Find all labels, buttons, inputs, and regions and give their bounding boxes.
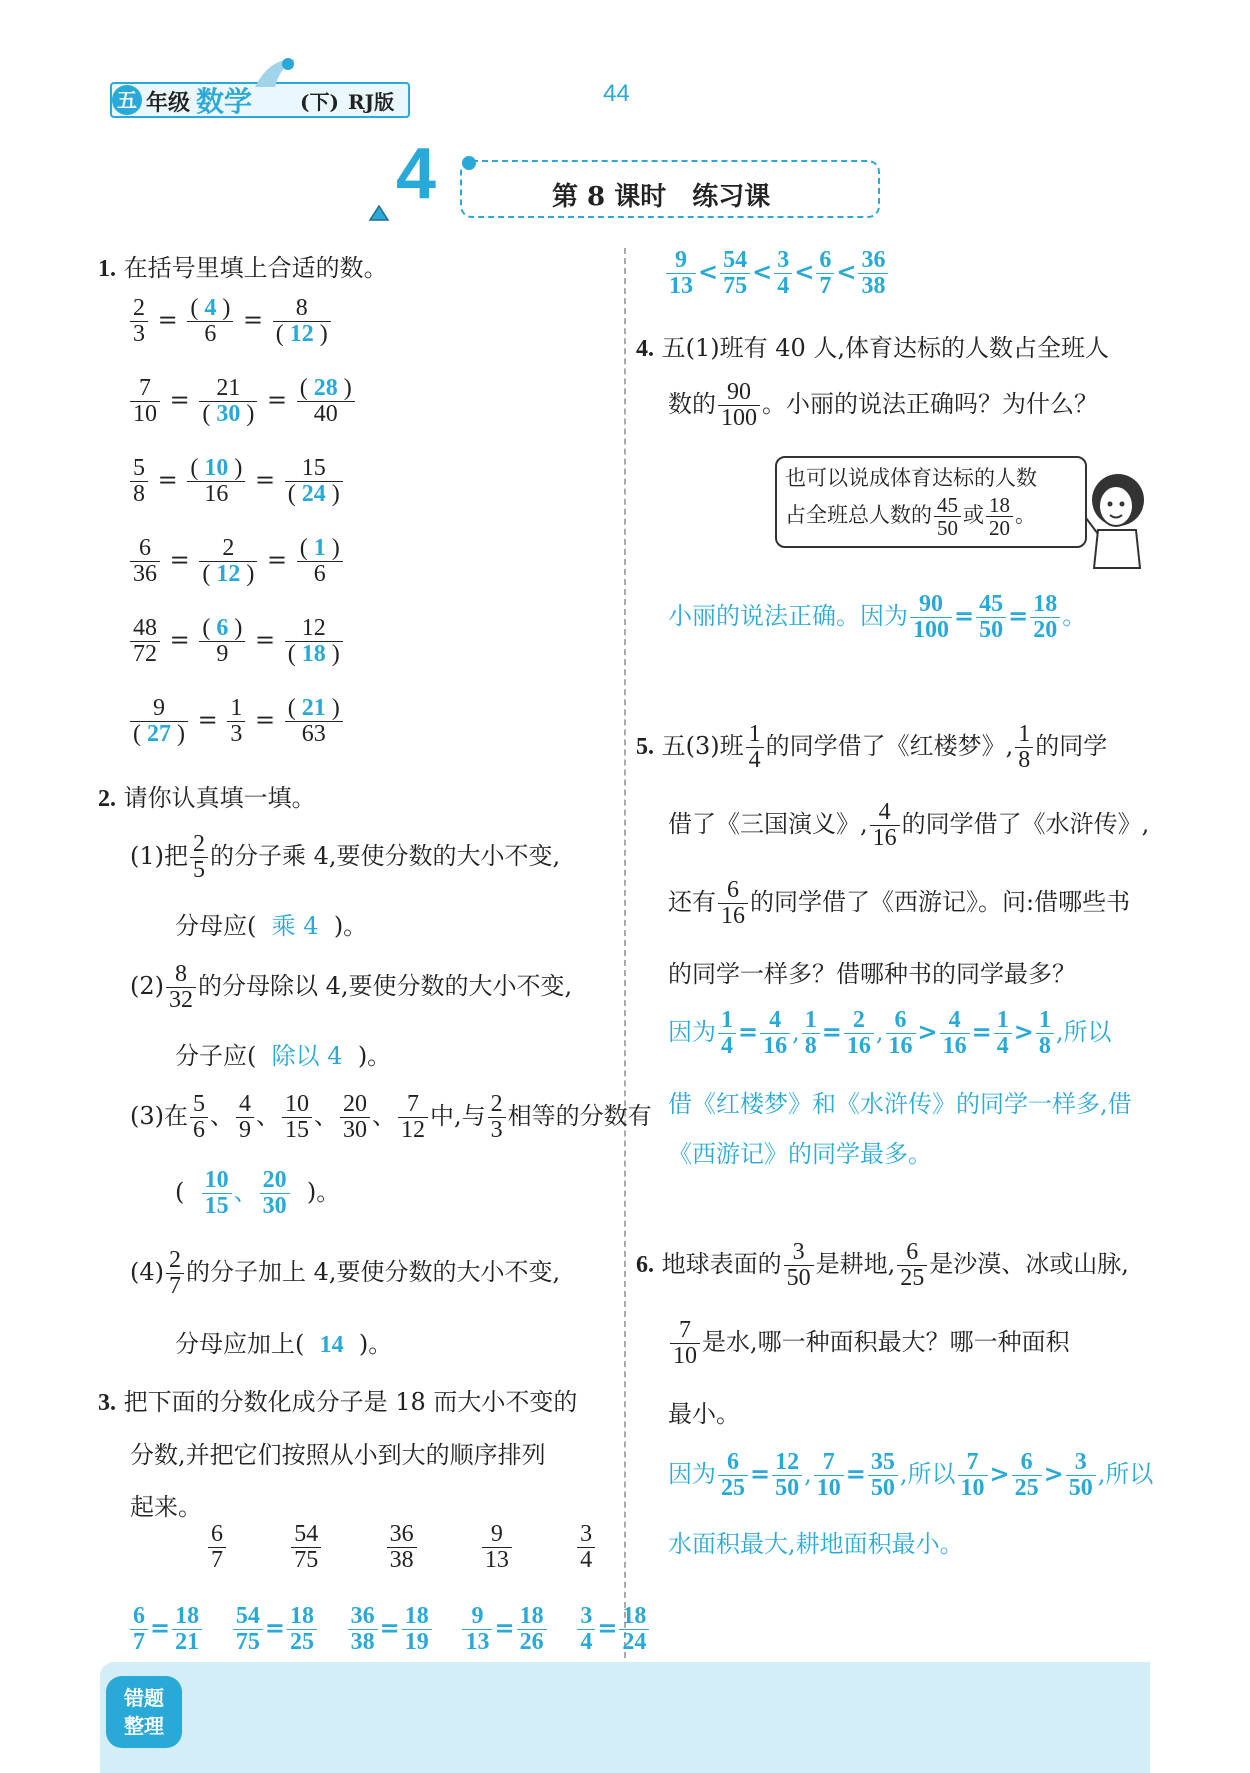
q1-text: 在括号里填上合适的数。: [123, 254, 388, 282]
q4-ans-2: $\frac{45}{50}$: [976, 592, 1006, 643]
q1-r5-given: $\frac{48}{72}$: [130, 616, 160, 667]
q6-a1: $\frac{6}{25}$: [718, 1450, 748, 1501]
q1-r5-right: $\frac{12}{( 18 )}$: [285, 616, 343, 667]
q5-a5: $\frac{6}{16}$: [886, 1008, 916, 1059]
dot-icon: [462, 156, 476, 170]
q4-frac: $\frac{90}{100}$: [718, 380, 760, 431]
footer-badge: 错题 整理: [106, 1676, 182, 1748]
q2-p2: (2) $\frac{8}{32}$ 的分母除以 4,要使分数的大小不变,: [130, 961, 573, 1014]
q5-line3: 还有 $\frac{6}{16}$ 的同学借了《西游记》。问:借哪些书: [668, 877, 1131, 930]
q6-f710: $\frac{7}{10}$: [670, 1318, 700, 1369]
q1-r4-mid: $\frac{2}{( 12 )}$: [199, 536, 257, 587]
q3-order-2: $\frac{54}{75}$: [720, 248, 750, 299]
q2-p3-line2: ( $\frac{10}{15}$ 、 $\frac{20}{30}$ )。: [175, 1167, 341, 1220]
q2-label: 2.: [98, 786, 116, 812]
q6-a7: $\frac{3}{50}$: [1066, 1450, 1096, 1501]
q1-r6-given: $\frac{9}{( 27 )}$: [130, 696, 188, 747]
q5-f416: $\frac{4}{16}$: [870, 800, 900, 851]
q1-row-3: $\frac{5}{8}$ = $\frac{( 10 )}{16}$ = $\frac{15}{( 24 )}$: [128, 456, 345, 507]
q2-p2-answer: 除以 4: [271, 1042, 343, 1070]
lesson-title: 第 8 课时 练习课: [552, 182, 771, 212]
q1-r1-given: $\frac{2}{3}$: [130, 296, 148, 347]
bubble-text-1: 也可以说成体育达标的人数: [785, 466, 1037, 490]
q4-ans-3: $\frac{18}{20}$: [1030, 592, 1060, 643]
q1-row-5: $\frac{48}{72}$ = $\frac{( 6 )}{9}$ = $\frac{12}{( 18 )}$: [128, 616, 345, 667]
q4-answer: 小丽的说法正确。因为 $\frac{90}{100}$ = $\frac{45}{50}$ = $\frac{18}{20}$ 。: [668, 591, 1087, 644]
q2-p3-ans-1: $\frac{10}{15}$: [202, 1168, 232, 1219]
q4-line2: 数的 $\frac{90}{100}$ 。小丽的说法正确吗？为什么？: [668, 379, 1098, 432]
q2-p1-frac: $\frac{2}{5}$: [190, 832, 208, 883]
q2-p3-ans-2: $\frac{20}{30}$: [260, 1168, 290, 1219]
q2-p1-line2: 分母应( 乘 4 )。: [175, 912, 368, 940]
q6-a2: $\frac{12}{50}$: [772, 1450, 802, 1501]
q6-line2: $\frac{7}{10}$ 是水,哪一种面积最大？哪一种面积: [668, 1318, 1070, 1369]
q1-r3-mid: $\frac{( 10 )}{16}$: [187, 456, 245, 507]
q2-p1: (1)把 $\frac{2}{5}$ 的分子乘 4,要使分数的大小不变,: [130, 831, 561, 884]
triangle-icon: [368, 200, 390, 228]
q1-r2-right: $\frac{( 28 )}{40}$: [297, 376, 355, 427]
q2-list-5: $\frac{7}{12}$: [398, 1092, 428, 1143]
q3-ans-3b: $\frac{18}{19}$: [402, 1604, 432, 1655]
q5-a3: $\frac{1}{8}$: [802, 1008, 820, 1059]
q3-given-5: $\frac{3}{4}$: [577, 1522, 595, 1573]
column-divider: [624, 248, 626, 1658]
q6-answer-1: 因为 $\frac{6}{25}$ = $\frac{12}{50}$ , $\frac{7}{10}$ = $\frac{35}{50}$ ,所以 $\frac{7}{10}$ > $\frac{6}{25}$ > $\frac{3}{50}$ ,所以: [668, 1449, 1154, 1502]
q5-a4: $\frac{2}{16}$: [844, 1008, 874, 1059]
q5-line2: 借了《三国演义》, $\frac{4}{16}$ 的同学借了《水浒传》,: [668, 799, 1150, 852]
q3-ans-3a: $\frac{36}{38}$: [348, 1604, 378, 1655]
q1-r6-mid: $\frac{1}{3}$: [227, 696, 245, 747]
footer-notes-area: [100, 1662, 1150, 1773]
q3-order-1: $\frac{9}{13}$: [666, 248, 696, 299]
q6-f625: $\frac{6}{25}$: [897, 1240, 927, 1291]
edition-text: RJ版: [348, 90, 395, 114]
q3-given-2: $\frac{54}{75}$: [291, 1522, 321, 1573]
q3-order-3: $\frac{3}{4}$: [774, 248, 792, 299]
q3-ans-5b: $\frac{18}{24}$: [619, 1604, 649, 1655]
girl-icon: [1080, 470, 1150, 576]
q1-r1-right: $\frac{8}{( 12 )}$: [273, 296, 331, 347]
q3-order-5: $\frac{36}{38}$: [858, 248, 888, 299]
bubble-text-2: 占全班总人数的 $\frac{45}{50}$ 或 $\frac{18}{20}$ 。: [785, 493, 1036, 541]
q1-r6-right: $\frac{( 21 )}{63}$: [285, 696, 343, 747]
q1-row-2: $\frac{7}{10}$ = $\frac{21}{( 30 )}$ = $\frac{( 28 )}{40}$: [128, 376, 357, 427]
q1-r3-right: $\frac{15}{( 24 )}$: [285, 456, 343, 507]
q5-answer-3: 《西游记》的同学最多。: [668, 1140, 932, 1168]
q2-p2-line2: 分子应( 除以 4 )。: [175, 1042, 392, 1070]
q3-order-4: $\frac{6}{7}$: [816, 248, 834, 299]
q6-line3: 最小。: [668, 1400, 740, 1428]
q5-answer-2: 借《红楼梦》和《水浒传》的同学一样多,借: [668, 1090, 1132, 1118]
subject-text: 数学: [196, 85, 253, 118]
q6-a3: $\frac{7}{10}$: [814, 1450, 844, 1501]
q1-row-4: $\frac{6}{36}$ = $\frac{2}{( 12 )}$ = $\frac{( 1 )}{6}$: [128, 536, 345, 587]
q3-given-3: $\frac{36}{38}$: [387, 1522, 417, 1573]
q1-heading: [98, 248, 388, 283]
q5-a8: $\frac{1}{8}$: [1036, 1008, 1054, 1059]
q5-answer-1: 因为 $\frac{1}{4}$ = $\frac{4}{16}$ , $\frac{1}{8}$ = $\frac{2}{16}$ , $\frac{6}{16}$ > $\frac{4}{16}$ = $\frac{1}{4}$ > $\frac{1}{8}$ ,所以: [668, 1007, 1112, 1060]
q4-ans-1: $\frac{90}{100}$: [910, 592, 952, 643]
q5-a2: $\frac{4}{16}$: [760, 1008, 790, 1059]
q2-list-2: $\frac{4}{9}$: [236, 1092, 254, 1143]
q1-row-6: $\frac{9}{( 27 )}$ = $\frac{1}{3}$ = $\frac{( 21 )}{63}$: [128, 696, 345, 747]
q1-label: 1.: [98, 256, 116, 282]
q1-r4-right: $\frac{( 1 )}{6}$: [297, 536, 343, 587]
q1-r1-mid: $\frac{( 4 )}{6}$: [187, 296, 233, 347]
page-number: 44: [603, 80, 630, 107]
q2-p3-target: $\frac{2}{3}$: [488, 1092, 506, 1143]
q3-given: [206, 1522, 597, 1573]
q2-p4-answer: 14: [319, 1332, 344, 1358]
q5-f14: $\frac{1}{4}$: [746, 722, 764, 773]
q6-f350: $\frac{3}{50}$: [784, 1240, 814, 1291]
q3-answers: $\frac{6}{7}$ = $\frac{18}{21}$ $\frac{54}{75}$ = $\frac{18}{25}$ $\frac{36}{38}$ = $\frac{18}{19}$ $\frac{9}{13}$ = $\frac{18}{26}$ $\frac{3}{4}$ = $\frac{18}{24}$: [128, 1604, 651, 1655]
q3-text: 3. 把下面的分数化成分子是 18 而大小不变的 分数,并把它们按照从小到大的顺序排列 起来。: [98, 1388, 578, 1521]
q1-r2-given: $\frac{7}{10}$: [130, 376, 160, 427]
header-deco-icon: [250, 52, 300, 98]
q5-a1: $\frac{1}{4}$: [718, 1008, 736, 1059]
q2-p3: (3)在 $\frac{5}{6}$ 、 $\frac{4}{9}$ 、 $\frac{10}{15}$ 、 $\frac{20}{30}$ 、 $\frac{7}{12}$ 中,与 $\frac{2}{3}$ 相等的分数有: [130, 1091, 652, 1144]
grade-text: 年级: [146, 90, 191, 116]
q3-order: $\frac{9}{13}$ < $\frac{54}{75}$ < $\frac{3}{4}$ < $\frac{6}{7}$ < $\frac{36}{38}$: [664, 248, 890, 299]
q2-list-3: $\frac{10}{15}$: [282, 1092, 312, 1143]
unit-number: 4: [396, 134, 437, 214]
q2-text: 请你认真填一填。: [123, 784, 316, 812]
q1-r5-mid: $\frac{( 6 )}{9}$: [199, 616, 245, 667]
q6-a6: $\frac{6}{25}$: [1012, 1450, 1042, 1501]
q4-line1: 4. 五(1)班有 40 人,体育达标的人数占全班人: [636, 334, 1110, 362]
q3-ans-4b: $\frac{18}{26}$: [517, 1604, 547, 1655]
q2-heading: [98, 778, 316, 813]
q2-list-4: $\frac{20}{30}$: [340, 1092, 370, 1143]
q6-answer-2: 水面积最大,耕地面积最小。: [668, 1530, 964, 1558]
bubble-frac-1: $\frac{45}{50}$: [934, 494, 961, 539]
q2-list-1: $\frac{5}{6}$: [190, 1092, 208, 1143]
q1-r2-mid: $\frac{21}{( 30 )}$: [199, 376, 257, 427]
q2-p4-frac: $\frac{2}{7}$: [166, 1248, 184, 1299]
q5-f18: $\frac{1}{8}$: [1015, 722, 1033, 773]
q6-a5: $\frac{7}{10}$: [958, 1450, 988, 1501]
q2-p2-frac: $\frac{8}{32}$: [166, 962, 196, 1013]
q3-ans-2a: $\frac{54}{75}$: [233, 1604, 263, 1655]
q3-ans-1b: $\frac{18}{21}$: [172, 1604, 202, 1655]
q3-ans-1a: $\frac{6}{7}$: [130, 1604, 148, 1655]
q6-a4: $\frac{35}{50}$: [868, 1450, 898, 1501]
q2-p4: (4) $\frac{2}{7}$ 的分子加上 4,要使分数的大小不变,: [130, 1247, 561, 1300]
q3-ans-4a: $\frac{9}{13}$: [462, 1604, 492, 1655]
q5-line1: 5. 五(3)班 $\frac{1}{4}$ 的同学借了《红楼梦》, $\frac{1}{8}$ 的同学: [636, 721, 1108, 774]
q1-r3-given: $\frac{5}{8}$: [130, 456, 148, 507]
q3-ans-2b: $\frac{18}{25}$: [287, 1604, 317, 1655]
q1-r4-given: $\frac{6}{36}$: [130, 536, 160, 587]
q3-given-1: $\frac{6}{7}$: [208, 1522, 226, 1573]
q2-p1-answer: 乘 4: [271, 912, 319, 940]
bubble-frac-2: $\frac{18}{20}$: [986, 494, 1013, 539]
q1-row-1: $\frac{2}{3}$ = $\frac{( 4 )}{6}$ = $\frac{8}{( 12 )}$: [128, 296, 333, 347]
volume-text: (下): [300, 90, 339, 114]
q3-ans-5a: $\frac{3}{4}$: [577, 1604, 595, 1655]
q5-a7: $\frac{1}{4}$: [994, 1008, 1012, 1059]
q5-line4: 的同学一样多？借哪种书的同学最多？: [668, 960, 1076, 988]
q6-line1: 6. 地球表面的 $\frac{3}{50}$ 是耕地, $\frac{6}{25}$ 是沙漠、冰或山脉,: [636, 1239, 1129, 1292]
q2-p4-line2: 分母应加上( 14 )。: [175, 1330, 393, 1358]
grade-badge: 五: [112, 85, 142, 115]
q5-f616: $\frac{6}{16}$: [718, 878, 748, 929]
q3-given-4: $\frac{9}{13}$: [482, 1522, 512, 1573]
q5-a6: $\frac{4}{16}$: [940, 1008, 970, 1059]
